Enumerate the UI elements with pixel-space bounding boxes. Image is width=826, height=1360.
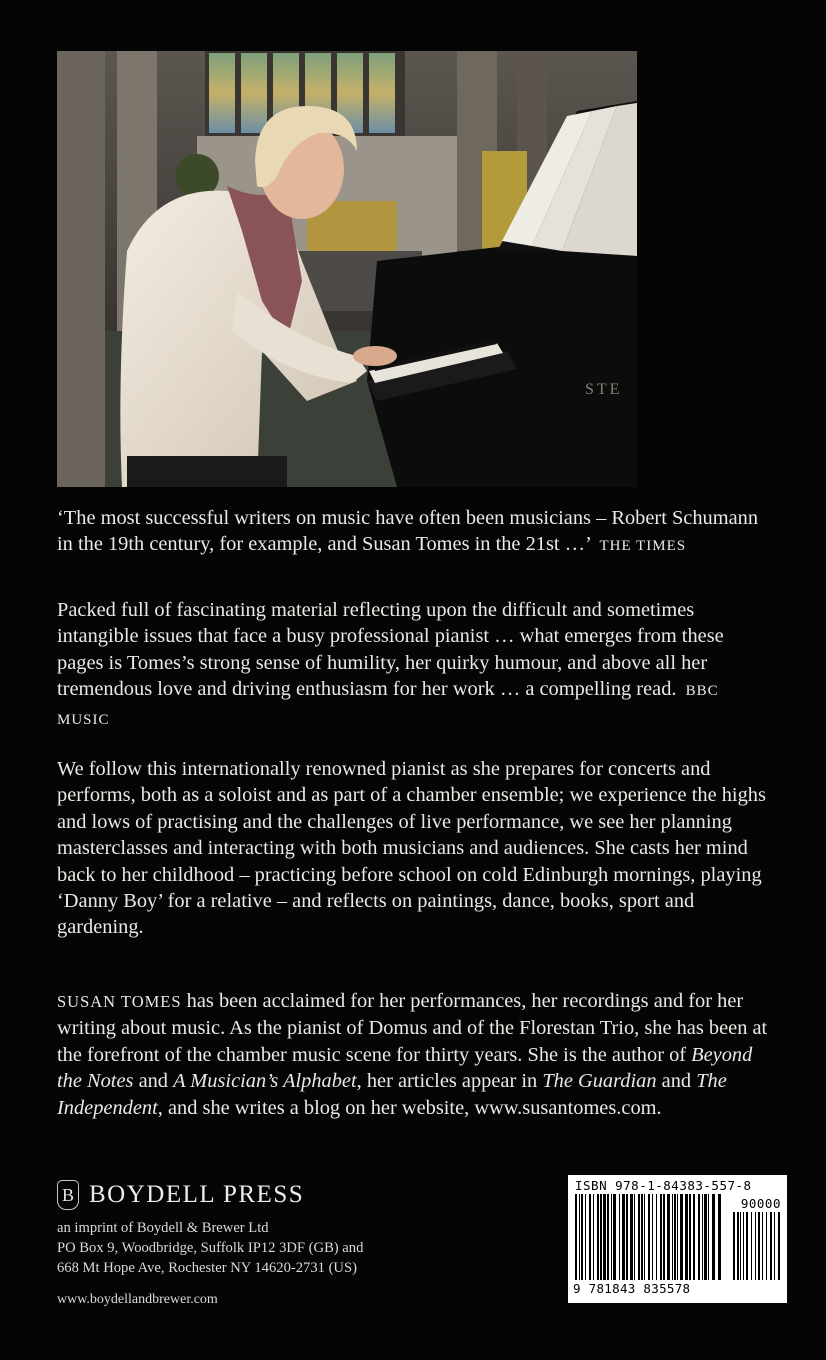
- addon-bar: [755, 1212, 756, 1280]
- addon-bar: [733, 1212, 735, 1280]
- addon-bar: [737, 1212, 739, 1280]
- barcode-bar: [667, 1194, 670, 1280]
- bio-text: and: [656, 1070, 697, 1093]
- barcode-bar: [634, 1194, 635, 1280]
- addon-bar: [778, 1212, 780, 1280]
- addon-bar: [758, 1212, 760, 1280]
- barcode-bar: [581, 1194, 583, 1280]
- barcode-bar: [648, 1194, 650, 1280]
- barcode-bar: [702, 1194, 703, 1280]
- addon-bar: [770, 1212, 772, 1280]
- bio-text: , her articles appear in: [356, 1070, 543, 1093]
- barcode-bar: [663, 1194, 665, 1280]
- publisher-name: BOYDELL PRESS: [89, 1181, 305, 1208]
- publisher-address: [57, 1218, 363, 1278]
- barcode-bar: [680, 1194, 683, 1280]
- barcode-bar: [603, 1194, 606, 1280]
- publisher-website: www.boydellandbrewer.com: [57, 1292, 218, 1307]
- bio-text: and: [133, 1070, 174, 1093]
- barcode-bar: [575, 1194, 577, 1280]
- cover-photo-pianist: [57, 51, 637, 487]
- barcode-bar: [708, 1194, 709, 1280]
- review-quote-times: [57, 505, 769, 560]
- addon-bar: [762, 1212, 763, 1280]
- piano-brand-text: STE: [585, 381, 623, 398]
- barcode-bar: [619, 1194, 620, 1280]
- barcode-bar: [660, 1194, 662, 1280]
- barcode-bar: [579, 1194, 580, 1280]
- boydell-logo-icon: B: [57, 1180, 79, 1210]
- bio-text: , and she writes a blog on her website, www.susantomes.com.: [157, 1096, 662, 1119]
- barcode-bar: [597, 1194, 599, 1280]
- review-quote-bbc-music: [57, 597, 769, 733]
- addon-bar: [774, 1212, 775, 1280]
- pianist-illustration: [57, 51, 637, 487]
- bio-text: has been acclaimed for her performances, her recordings and for her writing about music. As the pianist of Domus and of the Florestan Trio, she has been at the forefront of the chamber music scene for thirty years. She is the author of: [57, 990, 768, 1066]
- barcode-bar: [644, 1194, 645, 1280]
- author-name: SUSAN TOMES: [57, 992, 182, 1011]
- barcode-bar: [593, 1194, 594, 1280]
- barcode-bar: [652, 1194, 653, 1280]
- barcode-bar: [704, 1194, 707, 1280]
- isbn-label: ISBN 978-1-84383-557-8: [575, 1178, 752, 1193]
- barcode-bar: [638, 1194, 640, 1280]
- barcode-bar: [693, 1194, 695, 1280]
- author-bio: [57, 988, 769, 1121]
- barcode-bar: [698, 1194, 700, 1280]
- barcode-bar: [672, 1194, 673, 1280]
- newspaper-title: The Guardian: [542, 1070, 657, 1093]
- barcode-bar: [677, 1194, 678, 1280]
- barcode-bar: [630, 1194, 633, 1280]
- addon-bar: [751, 1212, 752, 1280]
- addon-bar: [743, 1212, 744, 1280]
- ean-digits: 9 781843 835578: [573, 1281, 691, 1296]
- newspaper-title: The Independent: [57, 1070, 727, 1119]
- address-line: an imprint of Boydell & Brewer Ltd: [57, 1220, 269, 1236]
- barcode-bar: [585, 1194, 586, 1280]
- barcode-bar: [718, 1194, 721, 1280]
- book-title: A Musician’s Alphabet: [173, 1070, 357, 1093]
- barcode-bar: [589, 1194, 591, 1280]
- barcode-bar: [622, 1194, 625, 1280]
- isbn-barcode: [568, 1175, 787, 1303]
- barcode-bar: [656, 1194, 657, 1280]
- barcode-bar: [607, 1194, 609, 1280]
- barcode-bar: [689, 1194, 691, 1280]
- book-title: Beyond the Notes: [57, 1043, 753, 1093]
- addon-bar: [746, 1212, 748, 1280]
- barcode-bar: [712, 1194, 715, 1280]
- address-line: PO Box 9, Woodbridge, Suffolk IP12 3DF (GB) and: [57, 1240, 364, 1256]
- addon-bar: [766, 1212, 767, 1280]
- quote-source: THE TIMES: [599, 538, 687, 555]
- barcode-bar: [685, 1194, 688, 1280]
- quote-text: ‘The most successful writers on music have often been musicians – Robert Schumann in the 19th century, for example, and Susan Tomes in the 21st …’: [57, 507, 759, 556]
- barcode-bar: [600, 1194, 602, 1280]
- barcode-bar: [674, 1194, 676, 1280]
- book-blurb: We follow this internationally renowned pianist as she prepares for concerts and performs, both as a soloist and as part of a chamber ensemble; we experience the highs and lows of practising and the challenges of live performance, we see her planning masterclasses and interacting with both musicians and audiences. She casts her mind back to her childhood – practicing before school on cold Edinburgh mornings, playing ‘Danny Boy’ for a relative – and reflects on paintings, dance, books, sport and gardening.: [57, 758, 766, 939]
- quote-source: BBC MUSIC: [57, 683, 719, 728]
- barcode-bar: [613, 1194, 616, 1280]
- quote-text: Packed full of fascinating material reflecting upon the difficult and sometimes intangible issues that face a busy professional pianist … what emerges from these pages is Tomes’s strong sense of humility, her quirky humour, and above all her tremendous love and driving enthusiasm for her work … a compelling read.: [57, 599, 724, 701]
- price-addon-label: 90000: [740, 1196, 781, 1211]
- address-line: 668 Mt Hope Ave, Rochester NY 14620-2731 (US): [57, 1260, 357, 1276]
- barcode-bar: [626, 1194, 628, 1280]
- addon-bar: [740, 1212, 741, 1280]
- barcode-bar: [641, 1194, 643, 1280]
- barcode-bar: [611, 1194, 612, 1280]
- publisher-brand: [57, 1180, 304, 1210]
